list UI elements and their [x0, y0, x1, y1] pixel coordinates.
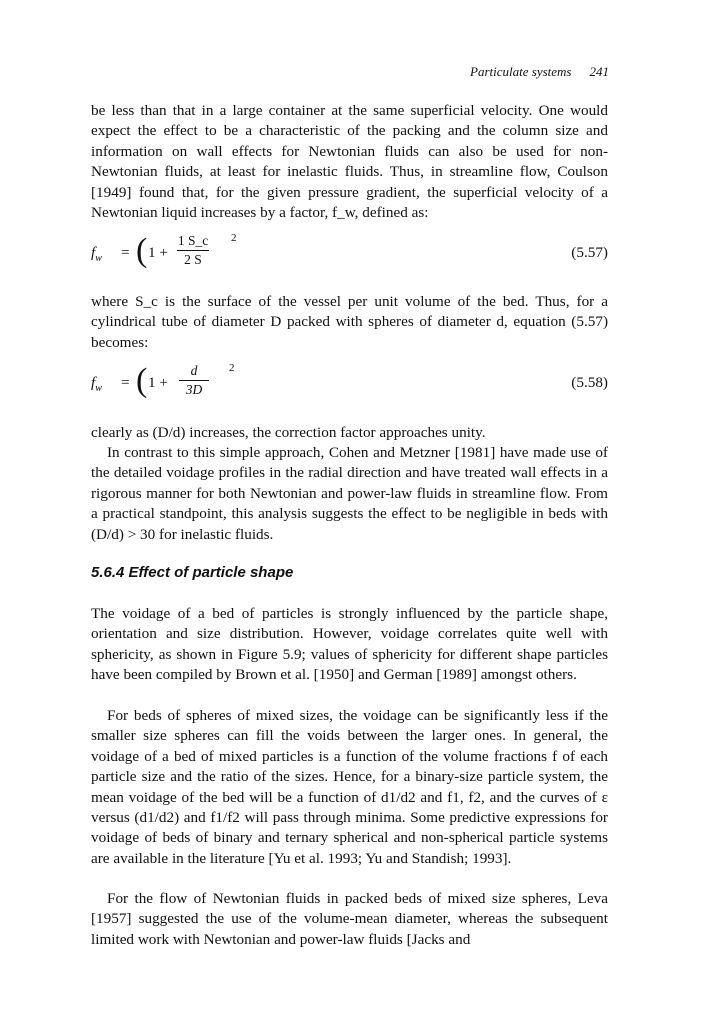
- fraction-denominator: 2 S: [177, 250, 209, 268]
- paragraph-voidage-shape: [91, 604, 608, 686]
- section-number: 5.6.4: [91, 564, 125, 581]
- equation-lhs: $f_w$: [91, 374, 102, 395]
- paragraph-leva: [91, 889, 608, 950]
- paragraph-text: For beds of spheres of mixed sizes, the voidage can be significantly less if the smaller size spheres can fill the voids between the larger ones. In general, the voidage of a bed of mixed particles is a function of the volume fractions f of each particle size and the ratio of the sizes. Hence, for a binary-size particle system, the mean voidage of the bed will be a function of d1/d2 and f1, f2, and the curves of ε versus (d1/d2) and f1/f2 will pass through minima. Some predictive expressions for voidage of beds of binary and ternary spherical and non-spherical particle systems are available in the literature [Yu et al. 1993; Yu and Standish; 1993].: [91, 707, 608, 867]
- exponent: 2: [231, 232, 237, 244]
- fraction-numerator: 1 S_c: [177, 233, 209, 248]
- section-heading: [91, 564, 293, 581]
- paragraph-sc-definition: [91, 292, 608, 353]
- paragraph-mixed-sizes: [91, 706, 608, 869]
- paragraph-text: be less than that in a large container at the same superficial velocity. One would expect the effect to be a characteristic of the packing and the column size and information on wall effects for Newtonian fluids can also be used for non-Newtonian fluids, at least for inelastic fluids. Thus, in streamline flow, Coulson [1949] found that, for the given pressure gradient, the superficial velocity of a Newtonian liquid increases by a factor, f_w, defined as:: [91, 102, 608, 222]
- paragraph-text: For the flow of Newtonian fluids in packed beds of mixed size spheres, Leva [1957] suggested the use of the volume-mean diameter, whereas the subsequent limited work with Newtonian and power-law fluids [Jacks and: [91, 890, 608, 948]
- equation-number: (5.57): [571, 244, 608, 261]
- page-number: 241: [589, 64, 609, 79]
- equation-number: (5.58): [571, 374, 608, 391]
- paragraph-cohen-metzner: [91, 443, 608, 545]
- equation-lhs: $f_w$: [91, 244, 102, 265]
- equals-sign: =: [121, 374, 130, 391]
- equation-5-57: [91, 232, 608, 276]
- paragraph-unity: [91, 423, 608, 443]
- paragraph-text: In contrast to this simple approach, Cohen and Metzner [1981] have made use of the detailed voidage profiles in the radial direction and have treated wall effects in a rigorous manner for both Newtonian and power-law fluids in streamline flow. From a practical standpoint, this analysis suggests the effect to be negligible in beds with (D/d) > 30 for inelastic fluids.: [91, 444, 608, 543]
- fraction-numerator: d: [190, 363, 198, 378]
- paragraph-wall-effects: [91, 101, 608, 223]
- exponent: 2: [229, 362, 235, 374]
- fraction-denominator: 3D: [179, 380, 209, 398]
- paragraph-text: where S_c is the surface of the vessel per unit volume of the bed. Thus, for a cylindrical tube of diameter D packed with spheres of diameter d, equation (5.57) becomes:: [91, 293, 608, 351]
- running-header: [470, 64, 609, 80]
- equals-sign: =: [121, 244, 130, 261]
- one-plus: 1 +: [148, 374, 168, 391]
- fraction: [179, 363, 209, 398]
- left-paren: (: [136, 362, 148, 399]
- running-title: Particulate systems: [470, 64, 572, 79]
- one-plus: 1 +: [148, 244, 168, 261]
- left-paren: (: [136, 232, 148, 269]
- paragraph-text: The voidage of a bed of particles is strongly influenced by the particle shape, orientation and size distribution. However, voidage correlates quite well with sphericity, as shown in Figure 5.9; values of sphericity for different shape particles have been compiled by Brown et al. [1950] and German [1989] amongst others.: [91, 605, 608, 684]
- paragraph-text: clearly as (D/d) increases, the correction factor approaches unity.: [91, 424, 486, 441]
- equation-5-58: [91, 362, 608, 406]
- section-title: Effect of particle shape: [128, 564, 294, 581]
- fraction: [177, 233, 209, 268]
